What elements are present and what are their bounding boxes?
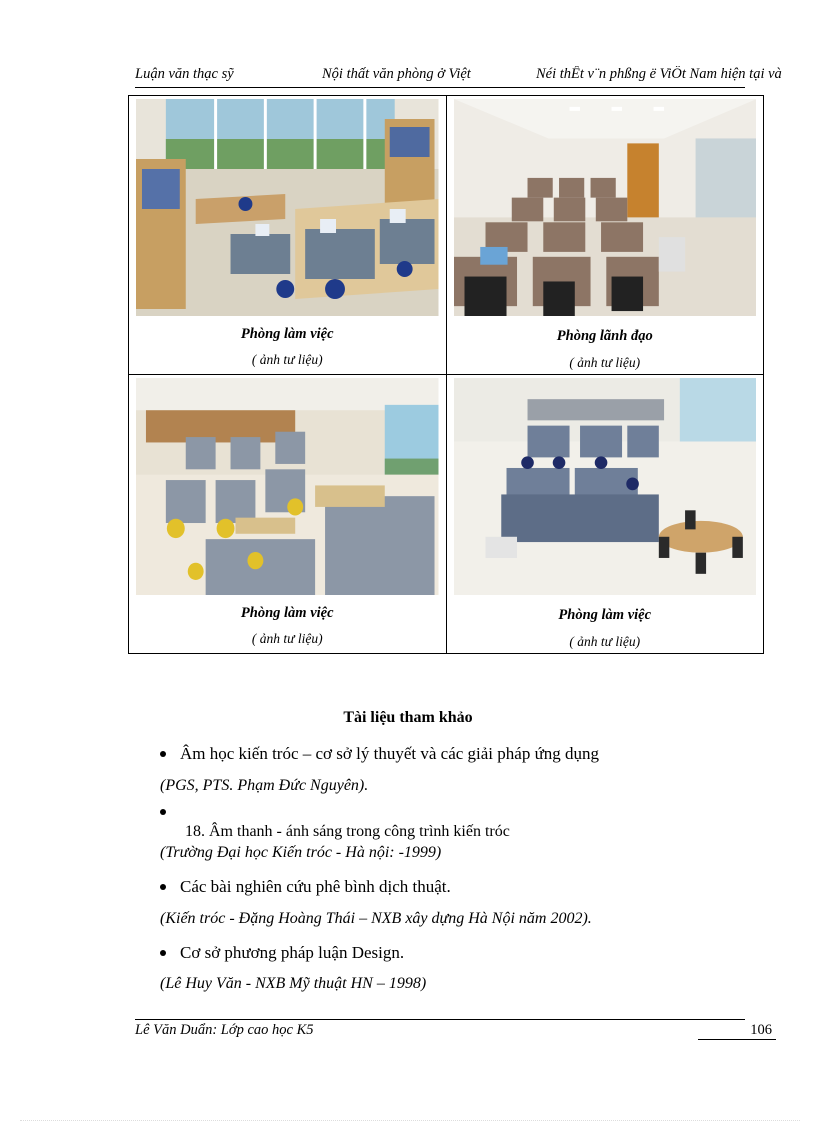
page-header (135, 66, 816, 88)
bullet-icon (160, 950, 166, 956)
photo-title: Phòng làm việc (240, 326, 334, 342)
reference-text: Các bài nghiên cứu phê bình dịch thuật. (180, 877, 451, 896)
footer-rule (135, 1019, 745, 1020)
reference-text: Âm học kiến tróc – cơ sở lý thuyết và các giải pháp ứng dụng (180, 744, 600, 763)
footer-author: Lê Văn Duẩn: Lớp cao học K5 (135, 1022, 314, 1038)
photo-cell (129, 375, 447, 654)
office-photo-icon (454, 99, 757, 316)
reference-source: (PGS, PTS. Phạm Đức Nguyên). (160, 777, 369, 794)
photo-cell (129, 96, 447, 375)
photo-source: ( ảnh tư liệu) (251, 631, 323, 646)
bullet-icon (160, 809, 166, 815)
reference-source: (Kiến tróc - Đặng Hoàng Thái – NXB xây dựng Hà Nội năm 2002). (160, 910, 592, 927)
bullet-icon (160, 751, 166, 757)
header-rule (135, 87, 745, 88)
office-photo-icon (136, 99, 439, 316)
photo-cell (446, 96, 764, 375)
office-photo-icon (454, 378, 757, 595)
photo-title: Phòng làm việc (240, 605, 334, 621)
office-photo-icon (136, 378, 439, 595)
photo-title: Phòng lãnh đạo (556, 328, 653, 344)
photo-source: ( ảnh tư liệu) (569, 634, 641, 649)
bullet-icon (160, 884, 166, 890)
photo-title: Phòng làm việc (558, 607, 652, 623)
reference-text: Cơ sở phương pháp luận Design. (180, 943, 405, 962)
header-thesis: Luận văn thạc sỹ (135, 66, 234, 82)
photo-cell (446, 375, 764, 654)
page-number: 106 (698, 1022, 776, 1040)
photo-grid (128, 95, 764, 654)
reference-source: (Trường Đại học Kiến tróc - Hà nội: -1999) (160, 844, 442, 861)
page-edge (20, 1120, 800, 1121)
reference-item (160, 802, 180, 822)
reference-text-line: 18. Âm thanh - ánh sáng trong công trình kiến tróc (185, 823, 510, 840)
references-title: Tài liệu tham khảo (343, 709, 473, 726)
reference-source: (Lê Huy Văn - NXB Mỹ thuật HN – 1998) (160, 975, 427, 992)
reference-item (160, 877, 451, 897)
photo-source: ( ảnh tư liệu) (569, 355, 641, 370)
header-topic: Nội thất văn phòng ở Việt (322, 66, 471, 82)
reference-item (160, 744, 599, 764)
reference-item (160, 943, 404, 963)
header-running-title: Néi thÊt v¨n phßng ë ViÖt Nam hiện tại và (536, 66, 782, 82)
photo-source: ( ảnh tư liệu) (251, 352, 323, 367)
